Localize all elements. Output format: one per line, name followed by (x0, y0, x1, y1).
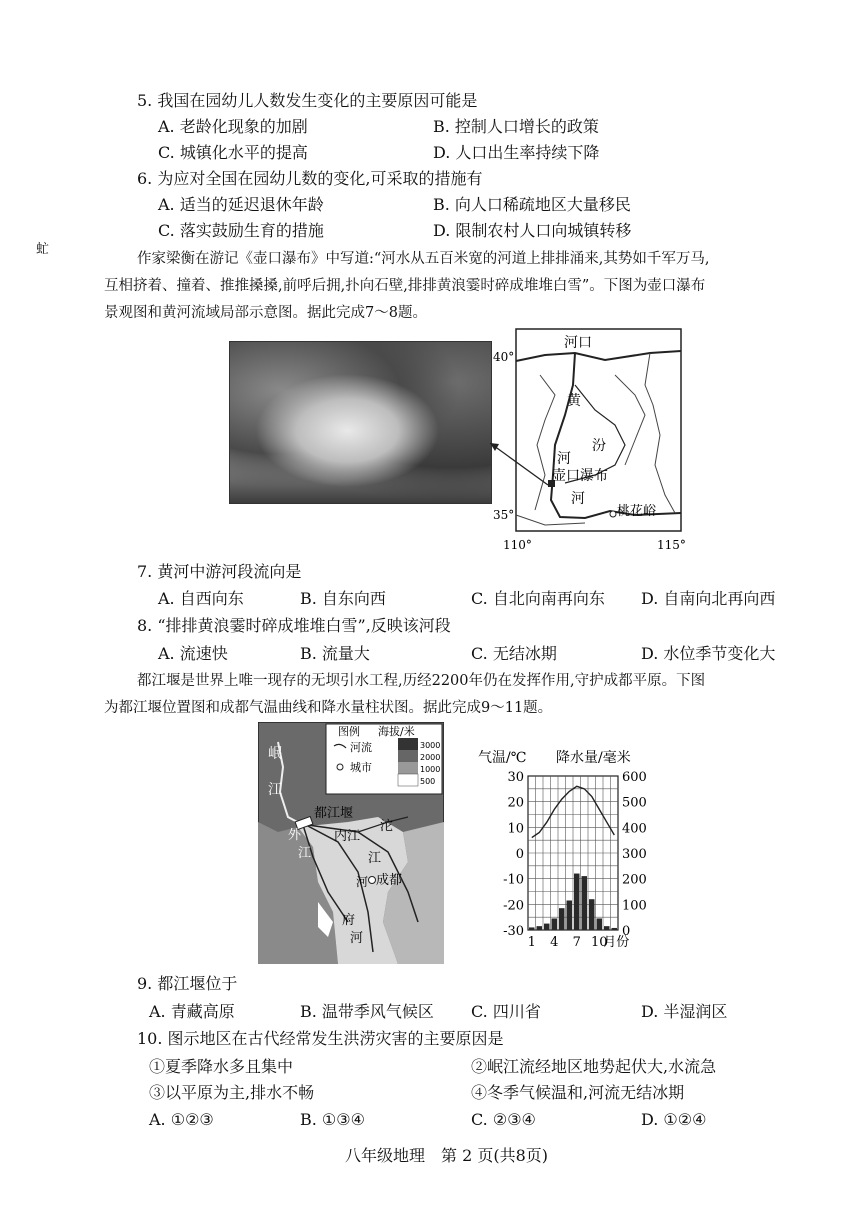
label-jiang-2: 江 (298, 846, 312, 861)
lon-110: 110° (503, 538, 532, 552)
yellow-river-map (485, 325, 695, 557)
q8-option-a[interactable]: A. 流速快 (158, 644, 228, 663)
q8-option-c[interactable]: C. 无结冰期 (471, 644, 557, 663)
label-fen: 汾 (592, 438, 606, 454)
q10-option-b[interactable]: B. ①③④ (300, 1110, 365, 1129)
label-he-2: 河 (350, 931, 364, 946)
q9-option-b[interactable]: B. 温带季风气候区 (300, 1002, 434, 1021)
q8-option-b[interactable]: B. 流量大 (300, 644, 370, 663)
tick-temp: 20 (507, 795, 524, 811)
passage2-line1: 都江堰是世界上唯一现存的无坝引水工程,历经2200年仍在发挥作用,守护成都平原。下图 (137, 673, 706, 689)
precip-bar (574, 874, 580, 930)
legend-2000: 2000 (420, 753, 441, 762)
label-he-2: 河 (571, 491, 585, 507)
q5-stem: 5. 我国在园幼儿人数发生变化的主要原因可能是 (137, 91, 478, 110)
tick-month: 4 (550, 935, 559, 950)
label-fu: 府 (342, 913, 356, 928)
label-he: 河 (356, 875, 369, 889)
tick-month: 10 (590, 935, 608, 950)
precip-bar (582, 876, 588, 930)
legend-elevation: 海拔/米 (378, 725, 415, 738)
q10-statement-1: ①夏季降水多且集中 (149, 1057, 294, 1076)
q9-option-a[interactable]: A. 青藏高原 (149, 1002, 235, 1021)
tick-temp: -20 (503, 898, 524, 914)
precip-bar (559, 908, 565, 930)
hukou-waterfall-photo (229, 341, 492, 504)
label-wai: 外 (288, 828, 302, 843)
q8-stem: 8. “排排黄浪霎时碎成堆堆白雪”,反映该河段 (137, 616, 451, 635)
precip-bar (552, 918, 558, 930)
tick-temp: 10 (507, 821, 524, 837)
legend-city: 城市 (350, 761, 372, 774)
chengdu-climate-chart (470, 742, 680, 950)
q5-option-a[interactable]: A. 老龄化现象的加剧 (158, 117, 308, 136)
q10-option-c[interactable]: C. ②③④ (471, 1110, 536, 1129)
tick-month: 1 (527, 935, 536, 950)
label-hukou: 壶口瀑布 (552, 468, 608, 484)
q6-option-c[interactable]: C. 落实鼓励生育的措施 (158, 221, 324, 240)
q10-option-d[interactable]: D. ①②④ (641, 1110, 707, 1129)
label-dujiangyan: 都江堰 (314, 806, 354, 821)
q6-option-d[interactable]: D. 限制农村人口向城镇转移 (433, 221, 632, 240)
label-he: 河 (557, 451, 571, 467)
label-jiang-3: 江 (368, 851, 382, 866)
passage1-line2: 互相挤着、撞着、推推搡搡,前呼后拥,扑向石壁,排排黄浪霎时碎成堆堆白雪”。下图为壶口瀑布 (104, 278, 706, 294)
precip-bar (612, 928, 618, 930)
margin-mark: 虻 (36, 242, 50, 257)
legend-title: 图例 (338, 725, 360, 738)
tick-precip: 0 (622, 924, 631, 939)
tick-temp: 30 (507, 770, 524, 785)
label-tuo: 沱 (380, 819, 394, 834)
q10-statement-2: ②岷江流经地区地势起伏大,水流急 (471, 1057, 717, 1076)
tick-temp: 0 (515, 847, 524, 862)
lat-35: 35° (493, 508, 515, 522)
ylabel-left: 气温/℃ (478, 750, 527, 766)
q7-stem: 7. 黄河中游河段流向是 (137, 562, 302, 581)
tick-month: 7 (572, 935, 581, 950)
legend-500: 500 (420, 777, 436, 786)
precip-bar (604, 926, 610, 930)
q7-option-b[interactable]: B. 自东向西 (300, 589, 386, 608)
q10-statement-4: ④冬季气候温和,河流无结冰期 (471, 1083, 685, 1102)
lon-115: 115° (657, 538, 686, 552)
label-min: 岷 (268, 746, 282, 762)
precip-bar (589, 899, 595, 930)
label-hekou: 河口 (564, 335, 592, 351)
lat-40: 40° (493, 350, 515, 364)
xlabel-unit: 月份 (603, 935, 630, 950)
precip-bar (537, 926, 543, 930)
ylabel-right: 降水量/毫米 (556, 750, 631, 766)
precip-bar (597, 918, 603, 930)
q8-option-d[interactable]: D. 水位季节变化大 (641, 644, 776, 663)
q5-option-b[interactable]: B. 控制人口增长的政策 (433, 117, 599, 136)
passage2-line2: 为都江堰位置图和成都气温曲线和降水量柱状图。据此完成9～11题。 (104, 700, 553, 716)
precip-bar (529, 927, 535, 930)
q9-option-d[interactable]: D. 半湿润区 (641, 1002, 728, 1021)
q5-option-d[interactable]: D. 人口出生率持续下降 (433, 143, 600, 162)
q10-stem: 10. 图示地区在古代经常发生洪涝灾害的主要原因是 (137, 1029, 504, 1048)
q10-statement-3: ③以平原为主,排水不畅 (149, 1083, 315, 1102)
q10-option-a[interactable]: A. ①②③ (149, 1110, 214, 1129)
tick-precip: 400 (622, 821, 647, 837)
page-footer: 八年级地理 第 2 页(共8页) (345, 1146, 549, 1165)
tick-temp: -10 (503, 872, 524, 888)
label-neijiang: 内江 (334, 829, 361, 844)
precip-bar (567, 900, 573, 930)
q6-option-a[interactable]: A. 适当的延迟退休年龄 (158, 195, 324, 214)
tick-temp: -30 (503, 924, 524, 939)
q7-option-a[interactable]: A. 自西向东 (158, 589, 244, 608)
legend-1000: 1000 (420, 765, 441, 774)
q7-option-d[interactable]: D. 自南向北再向西 (641, 589, 776, 608)
dujiangyan-map (258, 722, 444, 964)
legend-river: 河流 (350, 741, 372, 754)
q7-option-c[interactable]: C. 自北向南再向东 (471, 589, 605, 608)
tick-precip: 600 (622, 770, 647, 785)
q5-option-c[interactable]: C. 城镇化水平的提高 (158, 143, 308, 162)
tick-precip: 500 (622, 795, 647, 811)
tick-precip: 100 (622, 898, 647, 914)
tick-precip: 200 (622, 872, 647, 888)
q6-option-b[interactable]: B. 向人口稀疏地区大量移民 (433, 195, 631, 214)
label-huang: 黄 (567, 393, 581, 409)
q9-option-c[interactable]: C. 四川省 (471, 1002, 541, 1021)
passage1-line1: 作家梁衡在游记《壶口瀑布》中写道:“河水从五百米宽的河道上排排涌来,其势如千军万马, (137, 251, 710, 267)
label-jiang: 江 (268, 782, 282, 798)
legend-3000: 3000 (420, 741, 441, 750)
label-chengdu: 成都 (376, 873, 403, 888)
label-taohuayu: 桃花峪 (617, 504, 657, 519)
precip-bar (544, 924, 550, 930)
q9-stem: 9. 都江堰位于 (137, 974, 238, 993)
tick-precip: 300 (622, 847, 647, 862)
q6-stem: 6. 为应对全国在园幼儿数的变化,可采取的措施有 (137, 169, 483, 188)
passage1-line3: 景观图和黄河流域局部示意图。据此完成7～8题。 (104, 305, 427, 321)
